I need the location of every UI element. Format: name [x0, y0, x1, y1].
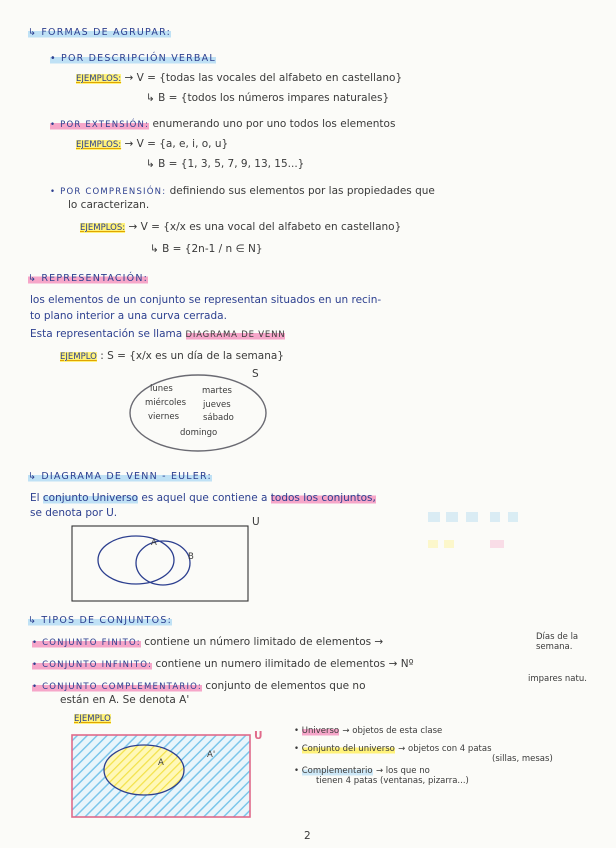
euler-b-label: B — [188, 552, 194, 562]
legend-complementario-text: → los que no — [375, 766, 430, 776]
legend-complementario-text2: tienen 4 patas (ventanas, pizarra...) — [316, 776, 469, 786]
repr-ej-text: : S = {x/x es un día de la semana} — [100, 350, 284, 362]
ej1-label: EJEMPLOS: — [76, 74, 122, 84]
repr-ej-label: EJEMPLO — [60, 352, 97, 362]
legend-conjunto: • Conjunto del universo → objetos con 4 patas — [294, 744, 492, 754]
complement-u-label: U — [254, 730, 263, 742]
day-jueves: jueves — [203, 400, 231, 410]
euler-title: ↳ DIAGRAMA DE VENN - EULER: — [28, 471, 212, 482]
euler-a-label: A — [151, 538, 157, 548]
conjunto-universo-term: conjunto Universo — [42, 492, 139, 504]
formas-title: ↳ FORMAS DE AGRUPAR: — [28, 27, 171, 38]
legend-conjunto-note: (sillas, mesas) — [492, 754, 553, 764]
repr-line2: to plano interior a una curva cerrada. — [30, 310, 227, 322]
comp-desc1: definiendo sus elementos por las propiedades que — [169, 185, 435, 197]
day-miercoles: miércoles — [145, 398, 187, 408]
ej3-text1: → V = {x/x es una vocal del alfabeto en castellano} — [128, 221, 402, 233]
representacion-title: ↳ REPRESENTACIÓN: — [28, 273, 149, 284]
ext-desc: enumerando uno por uno todos los elementos — [152, 118, 396, 130]
ej1-text1: → V = {todas las vocales del alfabeto en castellano} — [124, 72, 403, 84]
finito-text: contiene un número limitado de elementos → — [144, 636, 384, 648]
comp-desc2: lo caracterizan. — [68, 199, 150, 211]
todos-conjuntos-term: todos los conjuntos, — [270, 492, 376, 504]
infinito-label: • CONJUNTO INFINITO: — [32, 660, 153, 670]
set-s-label: S — [252, 368, 259, 380]
tipos-title: ↳ TIPOS DE CONJUNTOS: — [28, 615, 172, 626]
complementario-label: • CONJUNTO COMPLEMENTARIO: — [32, 682, 202, 692]
repr-line3a: Esta representación se llama — [30, 328, 183, 340]
euler-line2: se denota por U. — [30, 507, 118, 519]
finito-label: • CONJUNTO FINITO: — [32, 638, 141, 648]
legend-universo-label: Universo — [301, 726, 340, 736]
legend-conjunto-text: → objetos con 4 patas — [398, 744, 492, 754]
euler-line1a: El — [30, 492, 40, 504]
complement-set-a — [104, 745, 184, 795]
complementario-text2: están en A. Se denota A' — [60, 694, 190, 706]
ext-title: • POR EXTENSIÓN: — [50, 120, 150, 130]
complementario-text1: conjunto de elementos que no — [205, 680, 366, 692]
complement-a-prime-label: A' — [207, 750, 216, 760]
desc-title-text: • POR DESCRIPCIÓN VERBAL — [50, 53, 216, 64]
euler-u-label: U — [252, 516, 260, 528]
ej3-label: EJEMPLOS: — [80, 223, 126, 233]
day-lunes: lunes — [150, 384, 173, 394]
ej1-line2: ↳ B = {todos los números impares naturales} — [146, 92, 390, 104]
legend-complementario-label: Complementario — [301, 766, 373, 776]
ej2-text1: → V = {a, e, i, o, u} — [124, 138, 229, 150]
euler-line1c: es aquel que contiene a — [141, 492, 268, 504]
page-number: 2 — [304, 830, 311, 842]
legend-conjunto-label: Conjunto del universo — [301, 744, 395, 754]
ej2-line2: ↳ B = {1, 3, 5, 7, 9, 13, 15...} — [146, 158, 305, 170]
legend-complementario: • Complementario → los que no — [294, 766, 430, 776]
ej3-line2: ↳ B = {2n-1 / n ∈ N} — [150, 243, 263, 255]
infinito-text: contiene un numero ilimitado de elementos → Nº — [155, 658, 414, 670]
finito-note: Días de la semana. — [536, 632, 579, 652]
legend-universo: • Universo → objetos de esta clase — [294, 726, 443, 736]
ej2-label: EJEMPLOS: — [76, 140, 122, 150]
legend-universo-text: → objetos de esta clase — [342, 726, 443, 736]
infinito-note: impares natu. — [528, 674, 587, 684]
tipos-ej-label: EJEMPLO — [74, 714, 111, 724]
day-martes: martes — [202, 386, 232, 396]
comp-title: • POR COMPRENSIÓN: — [50, 187, 167, 197]
diagrama-venn-term: DIAGRAMA DE VENN — [185, 330, 286, 340]
day-sabado: sábado — [203, 413, 234, 423]
repr-line1: los elementos de un conjunto se representan situados en un recin- — [30, 294, 382, 306]
day-viernes: viernes — [148, 412, 180, 422]
complement-a-label: A — [158, 758, 164, 768]
day-domingo: domingo — [180, 428, 218, 438]
